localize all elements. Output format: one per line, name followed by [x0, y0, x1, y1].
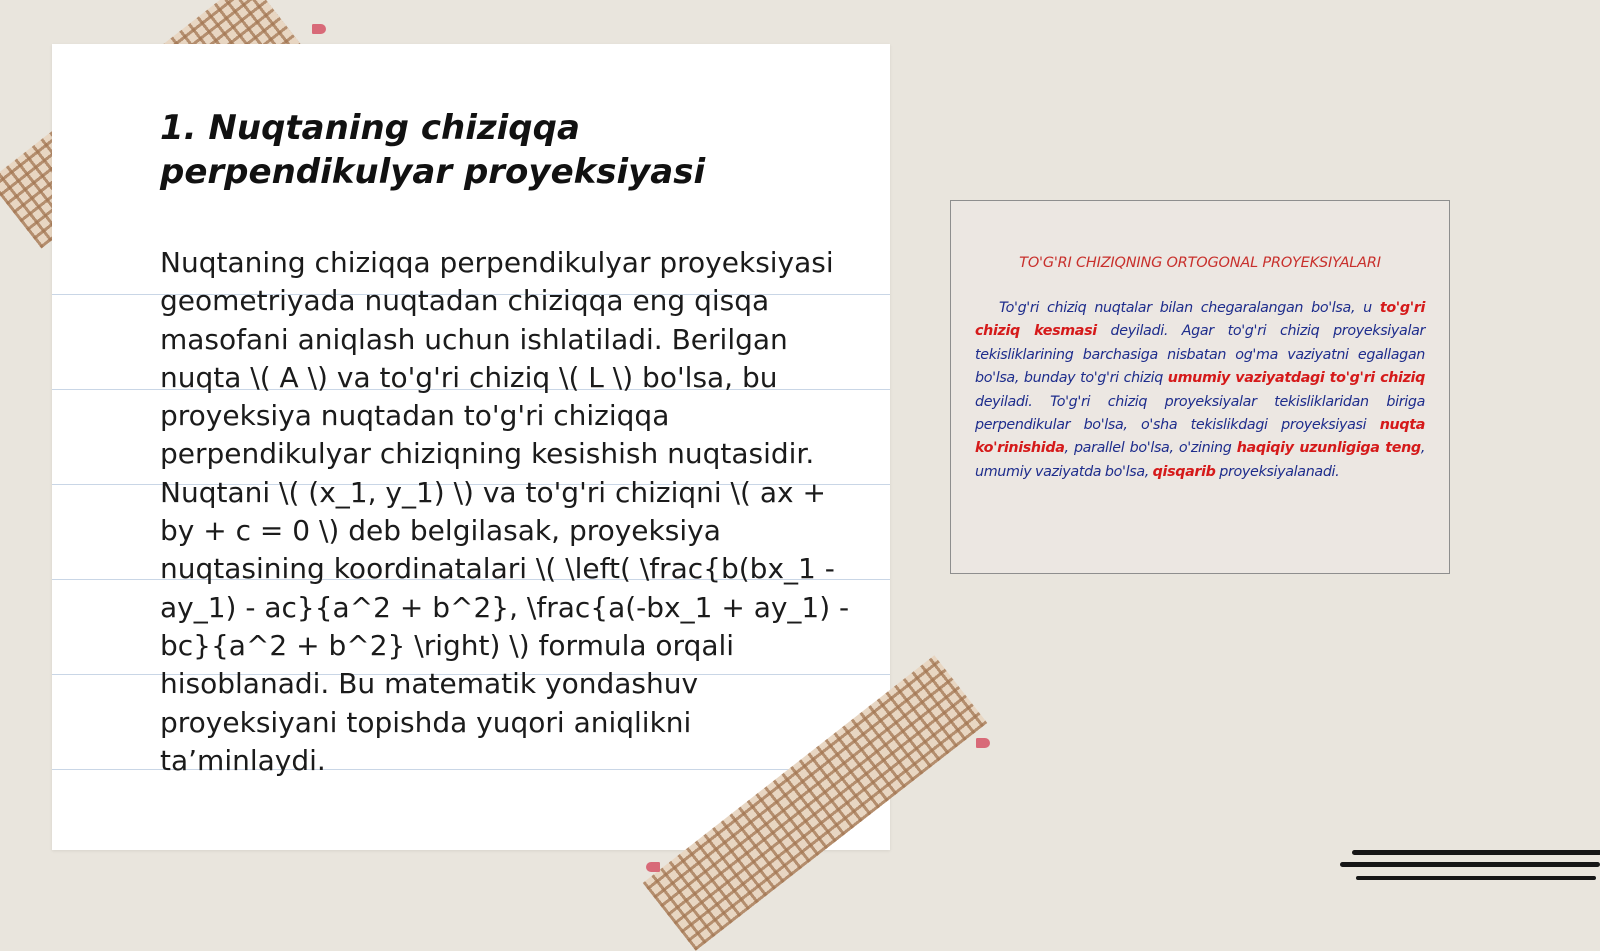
- textbook-excerpt-image: [950, 200, 1450, 574]
- tape-corner-pin-left: [646, 862, 660, 872]
- excerpt-paragraph: [975, 297, 1425, 484]
- slide-body-text: Nuqtaning chiziqqa perpendikulyar proyeksiyasi geometriyada nuqtadan chiziqqa eng qisqa masofani aniqlash uchun ishlatiladi. Berilgan nuqta \( A \) va to'g'ri chiziq \( L \) bo'lsa, bu proyeksiya nuqtadan to'g'ri chiziqqa perpendikulyar chiziqning kesishish nuqtasidir. Nuqtani \( (x_1, y_1) \) va to'g'ri chiziqni \( ax + by + c = 0 \) deb belgilasak, proyeksiya nuqtasining koordinatalari \( \left( \frac{b(bx_1 - ay_1) - ac}{a^2 + b^2}, \frac{a(-bx_1 + ay_1) - bc}{a^2 + b^2} \right) \) formula orqali hisoblanadi. Bu matematik yondashuv proyeksiyani topishda yuqori aniqlikni ta’minlaydi.: [160, 246, 850, 777]
- excerpt-highlight: haqiqiy uzunligiga teng: [1236, 440, 1421, 457]
- excerpt-highlight: nuqta ko'rinishida: [975, 417, 1426, 457]
- excerpt-text: , parallel bo'lsa, o'zining: [1064, 440, 1232, 457]
- excerpt-text: deyiladi. Agar to'g'ri chiziq proyeksiyalar tekisliklarining barchasiga nisbatan og'ma vaziyatni egallagan bo'lsa, bunday to'g'ri chiziq: [975, 323, 1426, 387]
- excerpt-text: , umumiy vaziyatda bo'lsa,: [975, 440, 1426, 480]
- excerpt-heading: TO'G'RI CHIZIQNING ORTOGONAL PROYEKSIYALARI: [1019, 255, 1381, 271]
- brush-stroke-decoration: [1356, 876, 1596, 880]
- excerpt-text: proyeksiyalanadi.: [1219, 463, 1340, 480]
- excerpt-text: To'g'ri chiziq nuqtalar bilan chegaralangan bo'lsa, u: [998, 300, 1372, 316]
- excerpt-highlight: umumiy vaziyatdagi to'g'ri chiziq: [1167, 370, 1425, 387]
- lined-paper-note: [52, 44, 890, 850]
- slide-title: 1. Nuqtaning chiziqqa perpendikulyar proyeksiyasi: [160, 108, 706, 192]
- brush-stroke-decoration: [1340, 862, 1600, 867]
- excerpt-text: deyiladi. To'g'ri chiziq proyeksiyalar tekisliklaridan biriga perpendikular bo'lsa, o'sha tekislikdagi proyeksiyasi: [975, 393, 1425, 434]
- excerpt-highlight: qisqarib: [1152, 463, 1216, 480]
- brush-stroke-decoration: [1352, 850, 1600, 855]
- tape-corner-pin-right: [976, 738, 990, 748]
- excerpt-highlight: to'g'ri chiziq kesmasi: [975, 300, 1425, 340]
- tape-corner-pin-top: [312, 24, 326, 34]
